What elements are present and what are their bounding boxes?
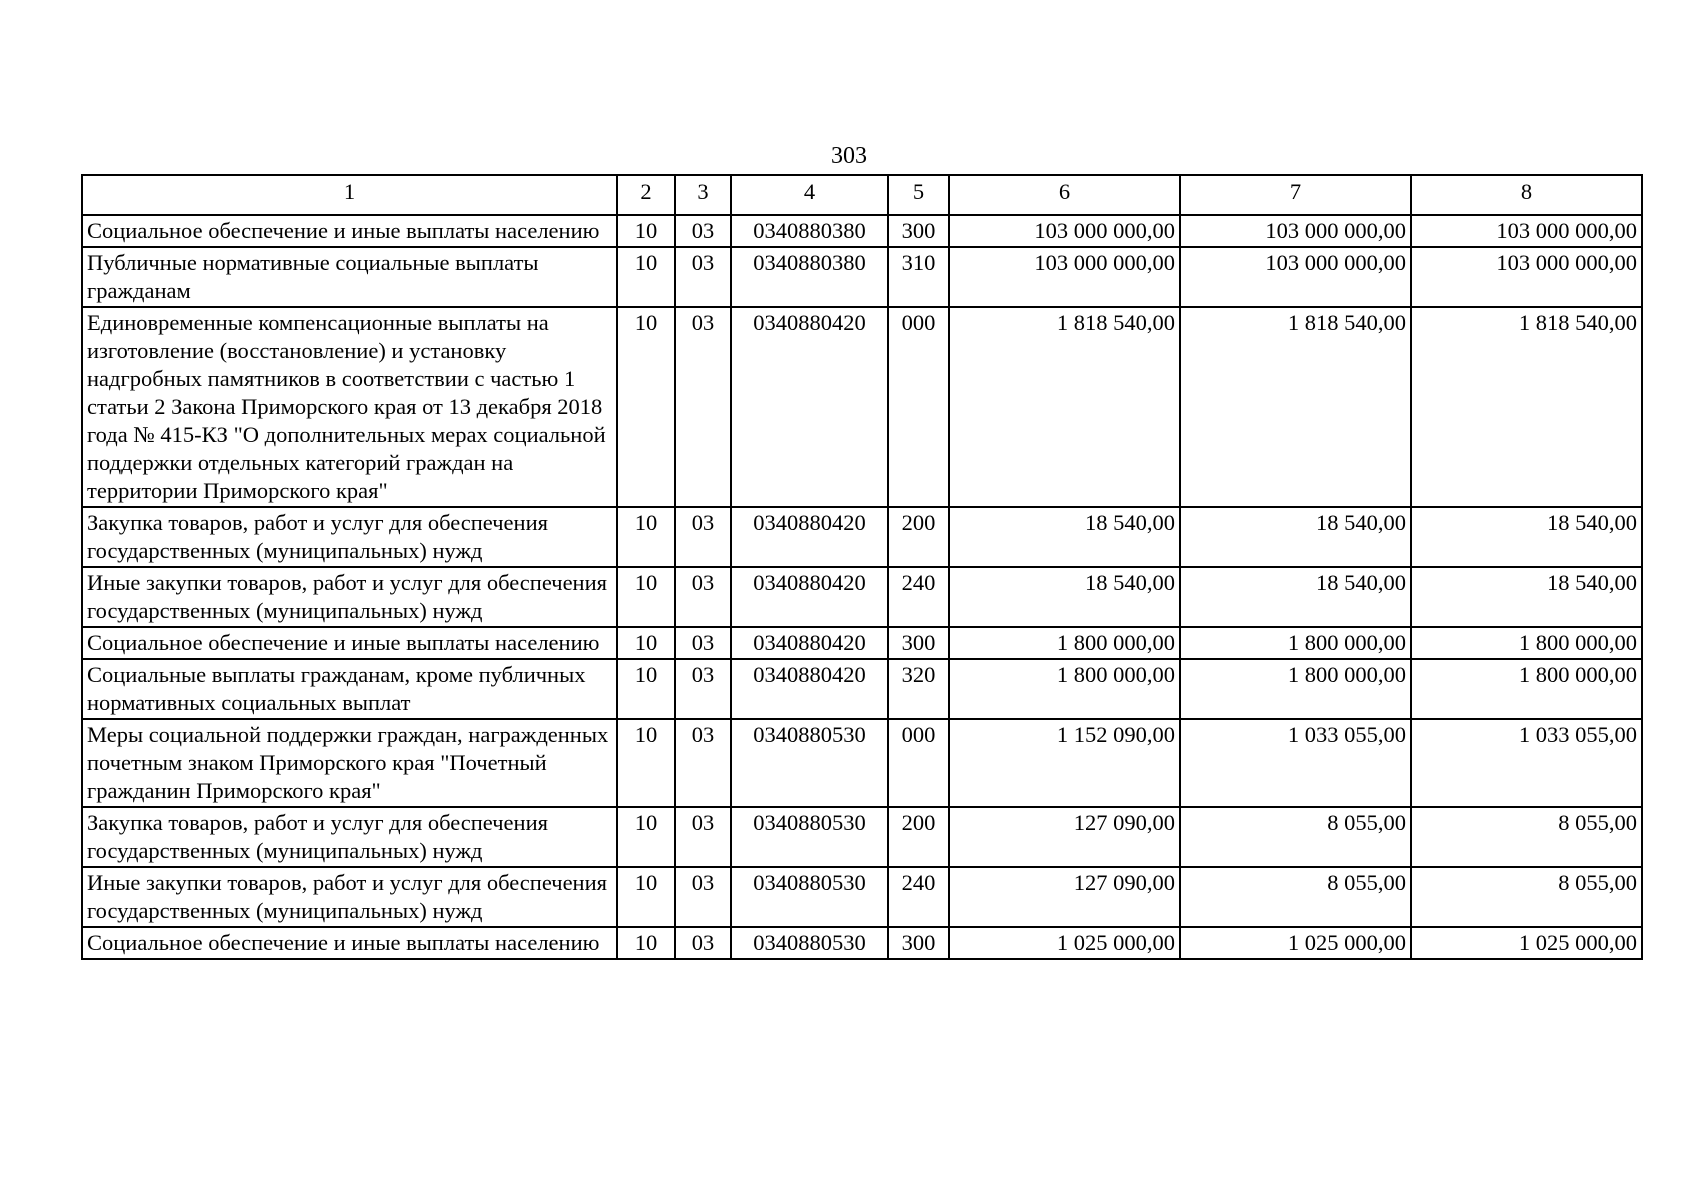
row-name: Закупка товаров, работ и услуг для обеспечения государственных (муниципальных) нужд [82,807,617,867]
row-subsection: 03 [675,215,731,247]
row-amount-7: 1 033 055,00 [1180,719,1411,807]
row-section: 10 [617,507,675,567]
row-expense-type: 300 [888,627,949,659]
row-amount-6: 1 800 000,00 [949,659,1180,719]
table-row [82,659,1642,719]
row-amount-8: 1 818 540,00 [1411,307,1642,507]
row-expense-type: 000 [888,719,949,807]
row-name: Закупка товаров, работ и услуг для обеспечения государственных (муниципальных) нужд [82,507,617,567]
row-amount-8: 1 800 000,00 [1411,659,1642,719]
table-row [82,247,1642,307]
row-section: 10 [617,215,675,247]
row-target-article: 0340880530 [731,867,888,927]
row-target-article: 0340880380 [731,215,888,247]
row-name: Социальное обеспечение и иные выплаты населению [82,215,617,247]
row-amount-6: 18 540,00 [949,507,1180,567]
row-amount-8: 103 000 000,00 [1411,247,1642,307]
row-target-article: 0340880420 [731,567,888,627]
row-amount-6: 1 800 000,00 [949,627,1180,659]
row-section: 10 [617,567,675,627]
row-amount-8: 18 540,00 [1411,567,1642,627]
row-target-article: 0340880530 [731,807,888,867]
row-target-article: 0340880420 [731,507,888,567]
header-col-3: 3 [675,175,731,215]
row-section: 10 [617,807,675,867]
row-subsection: 03 [675,627,731,659]
row-section: 10 [617,627,675,659]
row-expense-type: 200 [888,807,949,867]
row-subsection: 03 [675,867,731,927]
row-amount-7: 1 800 000,00 [1180,659,1411,719]
row-target-article: 0340880380 [731,247,888,307]
row-amount-6: 1 818 540,00 [949,307,1180,507]
row-name: Иные закупки товаров, работ и услуг для обеспечения государственных (муниципальных) нужд [82,867,617,927]
row-target-article: 0340880420 [731,307,888,507]
row-section: 10 [617,307,675,507]
header-col-5: 5 [888,175,949,215]
row-section: 10 [617,659,675,719]
table-row [82,719,1642,807]
row-amount-7: 1 025 000,00 [1180,927,1411,959]
row-expense-type: 240 [888,867,949,927]
row-expense-type: 300 [888,215,949,247]
row-subsection: 03 [675,567,731,627]
row-amount-6: 18 540,00 [949,567,1180,627]
table-row [82,567,1642,627]
header-col-1: 1 [82,175,617,215]
row-name: Иные закупки товаров, работ и услуг для обеспечения государственных (муниципальных) нужд [82,567,617,627]
page-number: 303 [831,143,867,169]
row-amount-6: 1 025 000,00 [949,927,1180,959]
row-section: 10 [617,719,675,807]
row-subsection: 03 [675,507,731,567]
row-subsection: 03 [675,307,731,507]
header-col-4: 4 [731,175,888,215]
row-amount-8: 8 055,00 [1411,807,1642,867]
table-row [82,215,1642,247]
row-target-article: 0340880420 [731,627,888,659]
header-col-2: 2 [617,175,675,215]
table-row [82,927,1642,959]
row-subsection: 03 [675,927,731,959]
row-section: 10 [617,867,675,927]
row-amount-6: 103 000 000,00 [949,247,1180,307]
row-subsection: 03 [675,659,731,719]
table-row [82,507,1642,567]
table-row [82,807,1642,867]
row-amount-6: 1 152 090,00 [949,719,1180,807]
row-name: Социальные выплаты гражданам, кроме публичных нормативных социальных выплат [82,659,617,719]
row-name: Социальное обеспечение и иные выплаты населению [82,627,617,659]
row-amount-6: 103 000 000,00 [949,215,1180,247]
table-row [82,627,1642,659]
table-row [82,867,1642,927]
table-row [82,307,1642,507]
row-amount-7: 1 800 000,00 [1180,627,1411,659]
row-amount-8: 18 540,00 [1411,507,1642,567]
row-expense-type: 310 [888,247,949,307]
row-expense-type: 000 [888,307,949,507]
budget-table [81,174,1643,960]
row-subsection: 03 [675,807,731,867]
row-amount-8: 1 033 055,00 [1411,719,1642,807]
row-expense-type: 300 [888,927,949,959]
row-amount-7: 103 000 000,00 [1180,247,1411,307]
row-amount-7: 103 000 000,00 [1180,215,1411,247]
row-target-article: 0340880420 [731,659,888,719]
row-amount-6: 127 090,00 [949,867,1180,927]
row-target-article: 0340880530 [731,927,888,959]
row-amount-8: 103 000 000,00 [1411,215,1642,247]
row-expense-type: 240 [888,567,949,627]
row-expense-type: 200 [888,507,949,567]
row-subsection: 03 [675,247,731,307]
header-col-7: 7 [1180,175,1411,215]
table-header-row [82,175,1642,215]
row-section: 10 [617,927,675,959]
header-col-8: 8 [1411,175,1642,215]
row-name: Единовременные компенсационные выплаты на изготовление (восстановление) и установку надгробных памятников в соответствии с частью 1 статьи 2 Закона Приморского края от 13 декабря 2018 года № 415-КЗ "О дополнительных мерах социальной поддержки отдельных категорий граждан на территории Приморского края" [82,307,617,507]
row-amount-6: 127 090,00 [949,807,1180,867]
row-amount-7: 1 818 540,00 [1180,307,1411,507]
row-amount-8: 8 055,00 [1411,867,1642,927]
row-name: Социальное обеспечение и иные выплаты населению [82,927,617,959]
row-amount-7: 18 540,00 [1180,567,1411,627]
row-amount-7: 8 055,00 [1180,867,1411,927]
row-amount-8: 1 025 000,00 [1411,927,1642,959]
row-amount-8: 1 800 000,00 [1411,627,1642,659]
row-section: 10 [617,247,675,307]
row-name: Публичные нормативные социальные выплаты гражданам [82,247,617,307]
row-name: Меры социальной поддержки граждан, награжденных почетным знаком Приморского края "Почетный гражданин Приморского края" [82,719,617,807]
row-subsection: 03 [675,719,731,807]
row-amount-7: 18 540,00 [1180,507,1411,567]
row-expense-type: 320 [888,659,949,719]
row-amount-7: 8 055,00 [1180,807,1411,867]
row-target-article: 0340880530 [731,719,888,807]
header-col-6: 6 [949,175,1180,215]
